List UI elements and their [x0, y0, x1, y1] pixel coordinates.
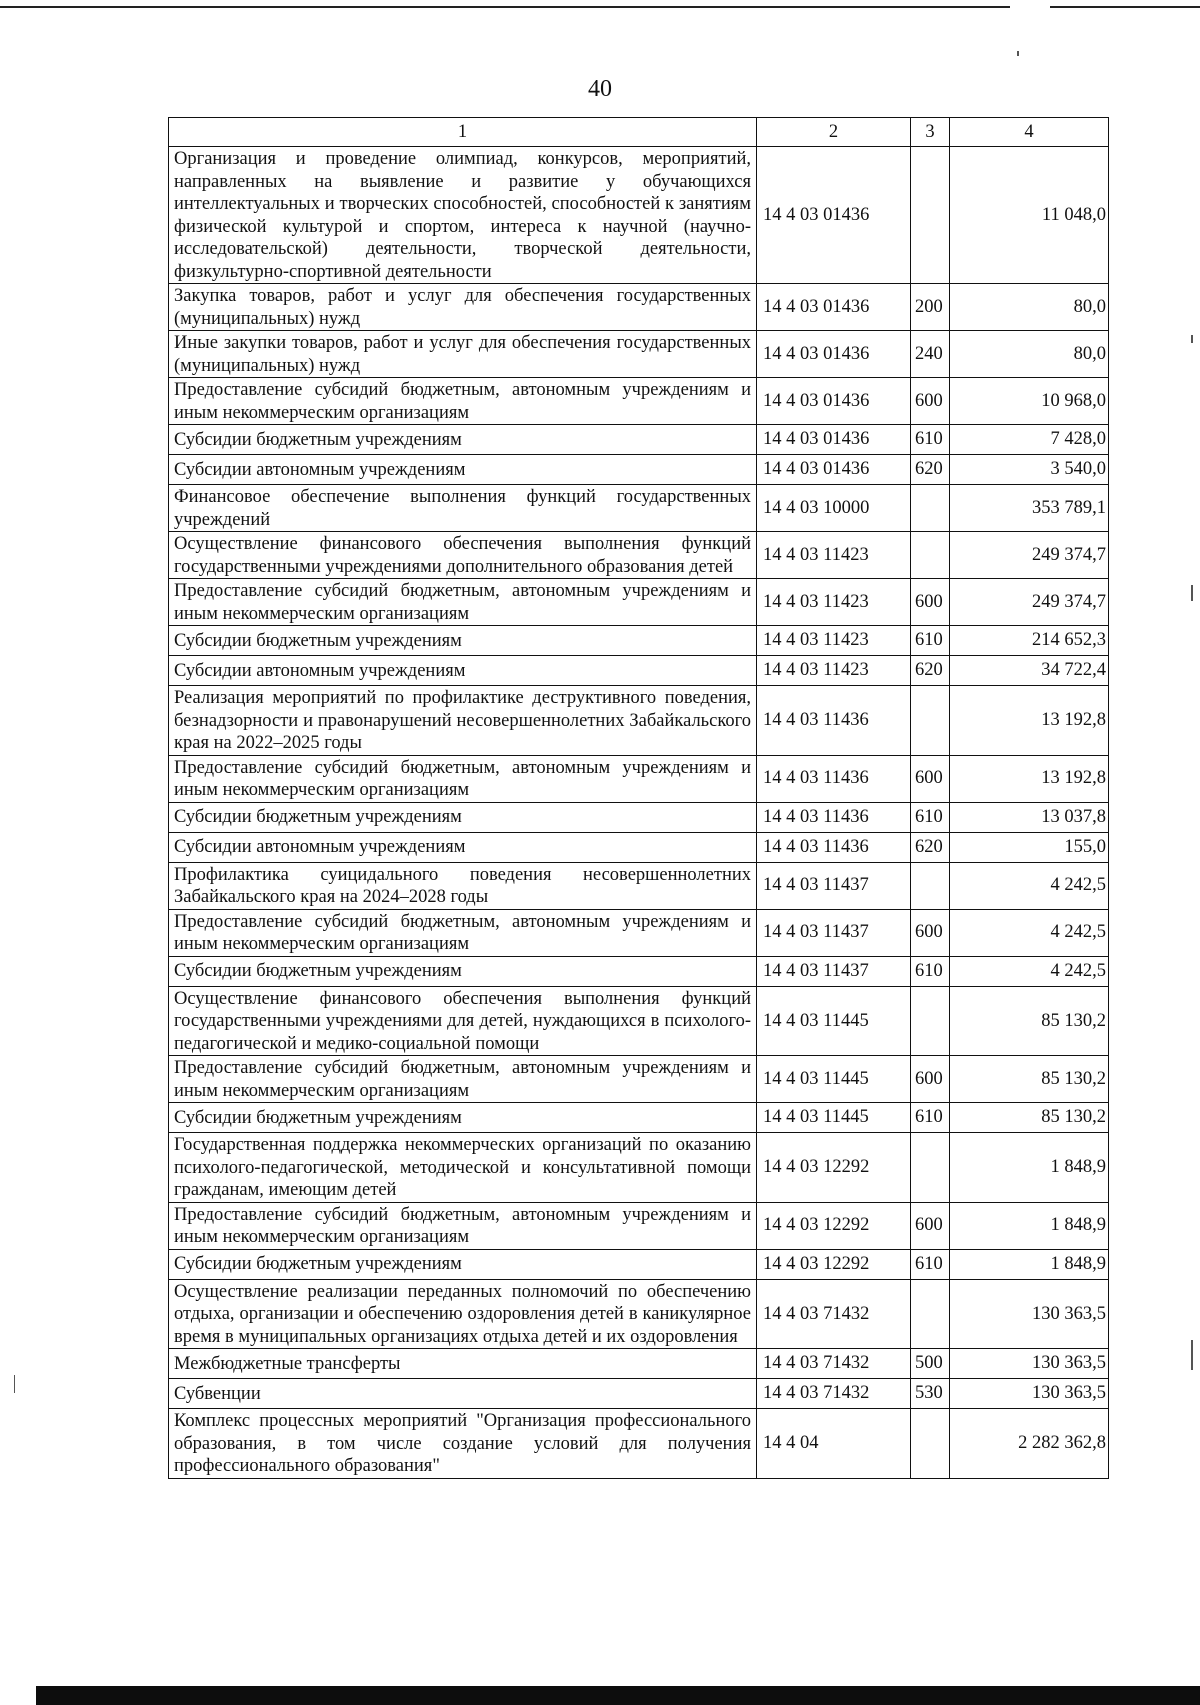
row-code: 14 4 03 11423 — [757, 656, 911, 686]
row-amount: 7 428,0 — [950, 425, 1109, 455]
row-name: Субсидии бюджетным учреждениям — [169, 1103, 757, 1133]
table-row — [169, 378, 1109, 425]
table-header-row — [169, 118, 1109, 147]
row-expense-type: 530 — [911, 1379, 950, 1409]
table-row — [169, 1249, 1109, 1279]
row-amount: 130 363,5 — [950, 1379, 1109, 1409]
row-amount: 4 242,5 — [950, 956, 1109, 986]
row-amount: 1 848,9 — [950, 1202, 1109, 1249]
row-name: Предоставление субсидий бюджетным, автономным учреждениям и иным некоммерческим организациям — [169, 579, 757, 626]
row-amount: 130 363,5 — [950, 1349, 1109, 1379]
table-row — [169, 755, 1109, 802]
table-row — [169, 626, 1109, 656]
row-name: Государственная поддержка некоммерческих организаций по оказанию психолого-педагогической, методической и консультативной помощи гражданам, имеющим детей — [169, 1133, 757, 1203]
row-code: 14 4 03 11437 — [757, 862, 911, 909]
row-expense-type: 610 — [911, 425, 950, 455]
row-expense-type: 600 — [911, 1202, 950, 1249]
table-row — [169, 532, 1109, 579]
table-row — [169, 284, 1109, 331]
row-name: Финансовое обеспечение выполнения функций государственных учреждений — [169, 485, 757, 532]
row-name: Субсидии бюджетным учреждениям — [169, 626, 757, 656]
row-code: 14 4 03 01436 — [757, 455, 911, 485]
row-name: Предоставление субсидий бюджетным, автономным учреждениям и иным некоммерческим организациям — [169, 909, 757, 956]
row-code: 14 4 03 11445 — [757, 1103, 911, 1133]
row-name: Иные закупки товаров, работ и услуг для обеспечения государственных (муниципальных) нужд — [169, 331, 757, 378]
table-row — [169, 485, 1109, 532]
table-row — [169, 331, 1109, 378]
row-expense-type: 600 — [911, 378, 950, 425]
row-expense-type: 240 — [911, 331, 950, 378]
scan-speck — [1017, 51, 1019, 56]
row-amount: 4 242,5 — [950, 909, 1109, 956]
row-name: Комплекс процессных мероприятий "Организация профессионального образования, в том числе создание условий для получения профессионального образования" — [169, 1409, 757, 1479]
row-name: Осуществление финансового обеспечения выполнения функций государственными учреждениями дополнительного образования детей — [169, 532, 757, 579]
row-expense-type: 200 — [911, 284, 950, 331]
row-amount: 85 130,2 — [950, 1103, 1109, 1133]
table-row — [169, 686, 1109, 756]
row-name: Реализация мероприятий по профилактике деструктивного поведения, безнадзорности и правонарушений несовершеннолетних Забайкальского края на 2022–2025 годы — [169, 686, 757, 756]
row-expense-type — [911, 862, 950, 909]
budget-table — [168, 117, 1109, 1479]
table-row — [169, 832, 1109, 862]
table-row — [169, 579, 1109, 626]
row-expense-type: 620 — [911, 455, 950, 485]
row-code: 14 4 03 01436 — [757, 284, 911, 331]
row-amount: 249 374,7 — [950, 532, 1109, 579]
column-header-4: 4 — [950, 118, 1109, 147]
row-name: Профилактика суицидального поведения несовершеннолетних Забайкальского края на 2024–2028 годы — [169, 862, 757, 909]
row-name: Субсидии бюджетным учреждениям — [169, 802, 757, 832]
column-header-2: 2 — [757, 118, 911, 147]
row-code: 14 4 03 11445 — [757, 986, 911, 1056]
row-name: Субсидии автономным учреждениям — [169, 832, 757, 862]
table-row — [169, 1349, 1109, 1379]
row-code: 14 4 03 71432 — [757, 1379, 911, 1409]
row-name: Межбюджетные трансферты — [169, 1349, 757, 1379]
row-amount: 2 282 362,8 — [950, 1409, 1109, 1479]
scan-speck — [1191, 335, 1193, 343]
row-code: 14 4 03 11436 — [757, 755, 911, 802]
row-name: Осуществление реализации переданных полномочий по обеспечению отдыха, организации и обеспечению оздоровления детей в каникулярное время в муниципальных организациях отдыха детей и их оздоровления — [169, 1279, 757, 1349]
scan-speck — [1191, 585, 1193, 601]
table-row — [169, 455, 1109, 485]
row-expense-type — [911, 1279, 950, 1349]
row-amount: 130 363,5 — [950, 1279, 1109, 1349]
row-expense-type: 610 — [911, 1249, 950, 1279]
scan-top-edge-gap — [1010, 5, 1050, 9]
row-code: 14 4 03 01436 — [757, 147, 911, 284]
table-row — [169, 909, 1109, 956]
row-amount: 353 789,1 — [950, 485, 1109, 532]
row-code: 14 4 04 — [757, 1409, 911, 1479]
table-row — [169, 425, 1109, 455]
row-name: Субсидии бюджетным учреждениям — [169, 956, 757, 986]
row-name: Субвенции — [169, 1379, 757, 1409]
row-code: 14 4 03 11436 — [757, 686, 911, 756]
row-amount: 80,0 — [950, 331, 1109, 378]
row-code: 14 4 03 01436 — [757, 331, 911, 378]
table-row — [169, 986, 1109, 1056]
page-number: 40 — [588, 76, 612, 102]
row-amount: 3 540,0 — [950, 455, 1109, 485]
row-expense-type: 610 — [911, 626, 950, 656]
row-name: Осуществление финансового обеспечения выполнения функций государственными учреждениями для детей, нуждающихся в психолого-педагогической и медико-социальной помощи — [169, 986, 757, 1056]
row-code: 14 4 03 11423 — [757, 626, 911, 656]
row-name: Организация и проведение олимпиад, конкурсов, мероприятий, направленных на выявление и развитие у обучающихся интеллектуальных и творческих способностей, способностей к занятиям физической культурой и спортом, интереса к научной (научно-исследовательской) деятельности, творческой деятельности, физкультурно-спортивной деятельности — [169, 147, 757, 284]
row-amount: 13 192,8 — [950, 755, 1109, 802]
row-name: Субсидии автономным учреждениям — [169, 455, 757, 485]
row-amount: 13 037,8 — [950, 802, 1109, 832]
row-expense-type: 600 — [911, 1056, 950, 1103]
row-expense-type: 620 — [911, 832, 950, 862]
row-code: 14 4 03 12292 — [757, 1202, 911, 1249]
row-code: 14 4 03 71432 — [757, 1279, 911, 1349]
table-row — [169, 862, 1109, 909]
table-row — [169, 956, 1109, 986]
row-code: 14 4 03 11436 — [757, 802, 911, 832]
row-code: 14 4 03 11436 — [757, 832, 911, 862]
row-code: 14 4 03 71432 — [757, 1349, 911, 1379]
row-amount: 214 652,3 — [950, 626, 1109, 656]
row-code: 14 4 03 11445 — [757, 1056, 911, 1103]
row-amount: 4 242,5 — [950, 862, 1109, 909]
row-name: Предоставление субсидий бюджетным, автономным учреждениям и иным некоммерческим организациям — [169, 1202, 757, 1249]
table-row — [169, 147, 1109, 284]
table-row — [169, 802, 1109, 832]
table-row — [169, 1202, 1109, 1249]
row-amount: 10 968,0 — [950, 378, 1109, 425]
row-name: Закупка товаров, работ и услуг для обеспечения государственных (муниципальных) нужд — [169, 284, 757, 331]
row-expense-type — [911, 1409, 950, 1479]
row-code: 14 4 03 12292 — [757, 1133, 911, 1203]
scan-bottom-edge-gap — [0, 1680, 36, 1705]
row-amount: 249 374,7 — [950, 579, 1109, 626]
row-expense-type: 600 — [911, 909, 950, 956]
row-code: 14 4 03 11437 — [757, 909, 911, 956]
row-expense-type — [911, 485, 950, 532]
row-expense-type — [911, 986, 950, 1056]
row-code: 14 4 03 11423 — [757, 579, 911, 626]
scan-speck — [14, 1375, 15, 1393]
row-code: 14 4 03 01436 — [757, 425, 911, 455]
row-amount: 85 130,2 — [950, 986, 1109, 1056]
row-name: Субсидии бюджетным учреждениям — [169, 1249, 757, 1279]
table-row — [169, 1103, 1109, 1133]
row-amount: 11 048,0 — [950, 147, 1109, 284]
row-code: 14 4 03 01436 — [757, 378, 911, 425]
row-expense-type: 500 — [911, 1349, 950, 1379]
row-amount: 34 722,4 — [950, 656, 1109, 686]
row-expense-type: 610 — [911, 802, 950, 832]
table-row — [169, 1279, 1109, 1349]
row-expense-type — [911, 686, 950, 756]
row-amount: 13 192,8 — [950, 686, 1109, 756]
row-name: Предоставление субсидий бюджетным, автономным учреждениям и иным некоммерческим организациям — [169, 378, 757, 425]
table-row — [169, 1409, 1109, 1479]
row-amount: 1 848,9 — [950, 1133, 1109, 1203]
row-amount: 80,0 — [950, 284, 1109, 331]
row-expense-type — [911, 532, 950, 579]
row-amount: 1 848,9 — [950, 1249, 1109, 1279]
row-expense-type — [911, 147, 950, 284]
table-row — [169, 1056, 1109, 1103]
table-row — [169, 1133, 1109, 1203]
scan-bottom-edge — [0, 1686, 1200, 1705]
scan-speck — [1191, 1340, 1193, 1370]
row-expense-type: 620 — [911, 656, 950, 686]
row-code: 14 4 03 10000 — [757, 485, 911, 532]
row-code: 14 4 03 11423 — [757, 532, 911, 579]
row-amount: 155,0 — [950, 832, 1109, 862]
row-name: Предоставление субсидий бюджетным, автономным учреждениям и иным некоммерческим организациям — [169, 1056, 757, 1103]
table-row — [169, 1379, 1109, 1409]
column-header-1: 1 — [169, 118, 757, 147]
row-code: 14 4 03 12292 — [757, 1249, 911, 1279]
row-code: 14 4 03 11437 — [757, 956, 911, 986]
row-expense-type: 600 — [911, 755, 950, 802]
table-row — [169, 656, 1109, 686]
column-header-3: 3 — [911, 118, 950, 147]
row-name: Субсидии бюджетным учреждениям — [169, 425, 757, 455]
row-amount: 85 130,2 — [950, 1056, 1109, 1103]
row-name: Предоставление субсидий бюджетным, автономным учреждениям и иным некоммерческим организациям — [169, 755, 757, 802]
row-expense-type: 600 — [911, 579, 950, 626]
row-expense-type — [911, 1133, 950, 1203]
row-expense-type: 610 — [911, 1103, 950, 1133]
row-name: Субсидии автономным учреждениям — [169, 656, 757, 686]
row-expense-type: 610 — [911, 956, 950, 986]
